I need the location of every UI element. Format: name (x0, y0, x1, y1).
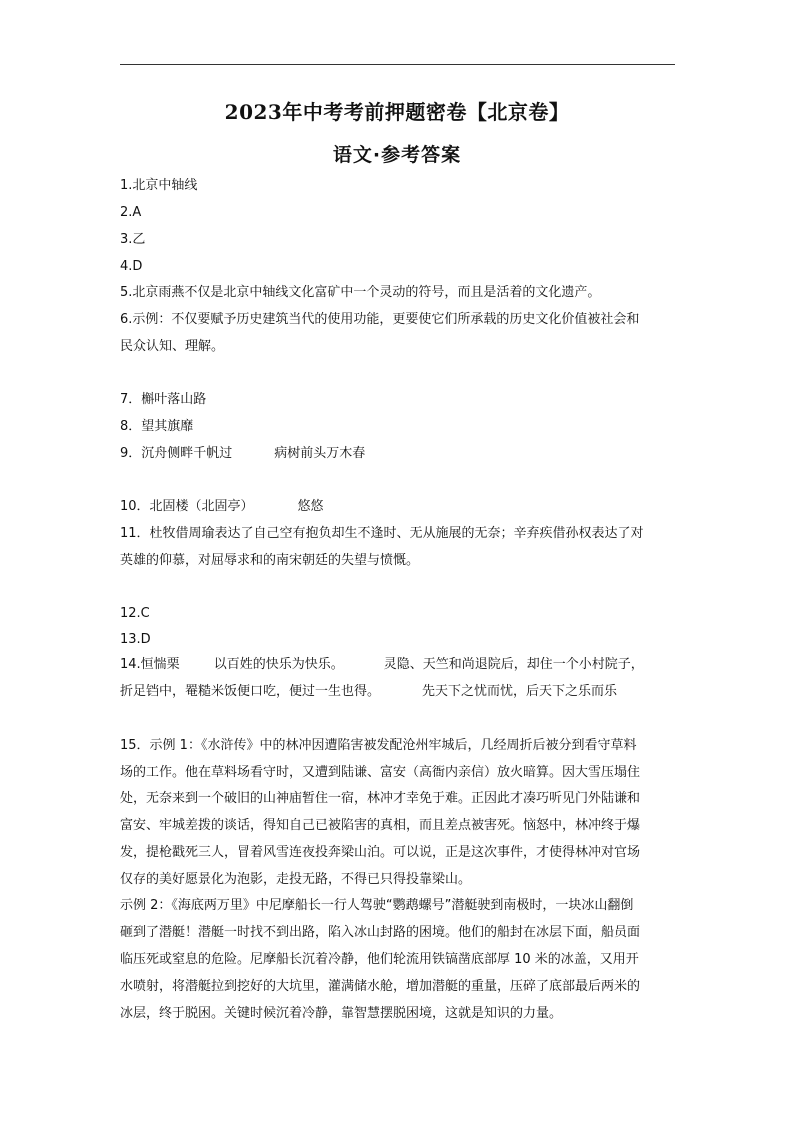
answer-14-part-3: 灵隐、天竺和尚退院后，却住一个小村院子， (383, 657, 644, 672)
answer-13: 13.D (120, 632, 151, 647)
answer-15-line-6: 仅存的美好愿景化为泡影，走投无路，不得已只得投靠梁山。 (120, 872, 472, 887)
answer-15-line-8: 砸到了潜艇！潜艇一时找不到出路，陷入冰山封路的困境。他们的船封在冰层下面，船员面 (120, 925, 641, 940)
answer-11-line-1: 11．杜牧借周瑜表达了自己空有抱负却生不逢时、无从施展的无奈；辛弃疾借孙权表达了对 (120, 526, 644, 541)
answer-14-part-1: 14.恒惴栗 (120, 657, 180, 672)
answer-14-line-1 (120, 656, 680, 674)
answer-15-line-11: 冰层，终于脱困。关键时候沉着冷静，靠智慧摆脱困境，这就是知识的力量。 (120, 1006, 563, 1021)
answer-5: 5.北京雨燕不仅是北京中轴线文化富矿中一个灵动的符号，而且是活着的文化遗产。 (120, 285, 601, 300)
answer-14-part-2: 以百姓的快乐为快乐。 (213, 657, 344, 672)
answer-6-line-1: 6.示例：不仅要赋予历史建筑当代的使用功能，更要使它们所承载的历史文化价值被社会和 (120, 312, 640, 327)
answer-15-line-5: 发，提枪戳死三人，冒着风雪连夜投奔梁山泊。可以说，正是这次事件，才使得林冲对官场 (120, 845, 641, 860)
answer-15-line-2: 场的工作。他在草料场看守时，又遭到陆谦、富安（高衙内亲信）放火暗算。因大雪压塌住 (120, 765, 641, 780)
answer-8: 8．望其旗靡 (120, 419, 194, 434)
answer-9 (120, 445, 680, 463)
answer-15-line-9: 临压死或窒息的危险。尼摩船长沉着冷静，他们轮流用铁镐凿底部厚 10 米的冰盖，又用开 (120, 952, 639, 967)
answer-10 (120, 498, 680, 516)
answer-7: 7．槲叶落山路 (120, 392, 207, 407)
answer-15-line-3: 处，无奈来到一个破旧的山神庙暂住一宿，林冲才幸免于难。正因此才凑巧听见门外陆谦和 (120, 791, 641, 806)
answer-1: 1.北京中轴线 (120, 178, 198, 193)
page-title: 2023年中考考前押题密卷【北京卷】 (224, 100, 570, 124)
answer-14-line-2 (120, 683, 680, 701)
answer-2: 2.A (120, 205, 142, 220)
answer-15-line-7: 示例 2：《海底两万里》中尼摩船长一行人驾驶“鹦鹉螺号”潜艇驶到南极时，一块冰山翻倒 (120, 898, 634, 913)
page-subtitle: 语文·参考答案 (332, 144, 462, 166)
answer-14-part-5: 先天下之忧而忧，后天下之乐而乐 (422, 684, 618, 699)
answer-15-line-1: 15．示例 1：《水浒传》中的林冲因遭陷害被发配沧州牢城后，几经周折后被分到看守草料 (120, 738, 637, 753)
answer-12: 12.C (120, 606, 150, 621)
answer-9-part-2: 病树前头万木春 (274, 446, 366, 461)
answer-3: 3.乙 (120, 232, 146, 247)
answer-14-part-4: 折足铛中，罨糙米饭便口吃，便过一生也得。 (120, 684, 381, 699)
header-rule (120, 64, 675, 65)
answer-4: 4.D (120, 259, 143, 274)
answer-9-part-1: 9．沉舟侧畔千帆过 (120, 446, 233, 461)
answer-10-part-1: 10．北固楼（北固亭） (120, 499, 254, 514)
answer-11-line-2: 英雄的仰慕，对屈辱求和的南宋朝廷的失望与愤慨。 (120, 553, 420, 568)
answer-15-line-10: 水喷射，将潜艇拉到挖好的大坑里，灌满储水舱，增加潜艇的重量，压碎了底部最后两米的 (120, 979, 641, 994)
answer-6-line-2: 民众认知、理解。 (120, 339, 225, 354)
answer-15-line-4: 富安、牢城差拨的谈话，得知自己已被陷害的真相，而且差点被害死。恼怒中，林冲终于爆 (120, 818, 641, 833)
answer-10-part-2: 悠悠 (297, 499, 324, 514)
